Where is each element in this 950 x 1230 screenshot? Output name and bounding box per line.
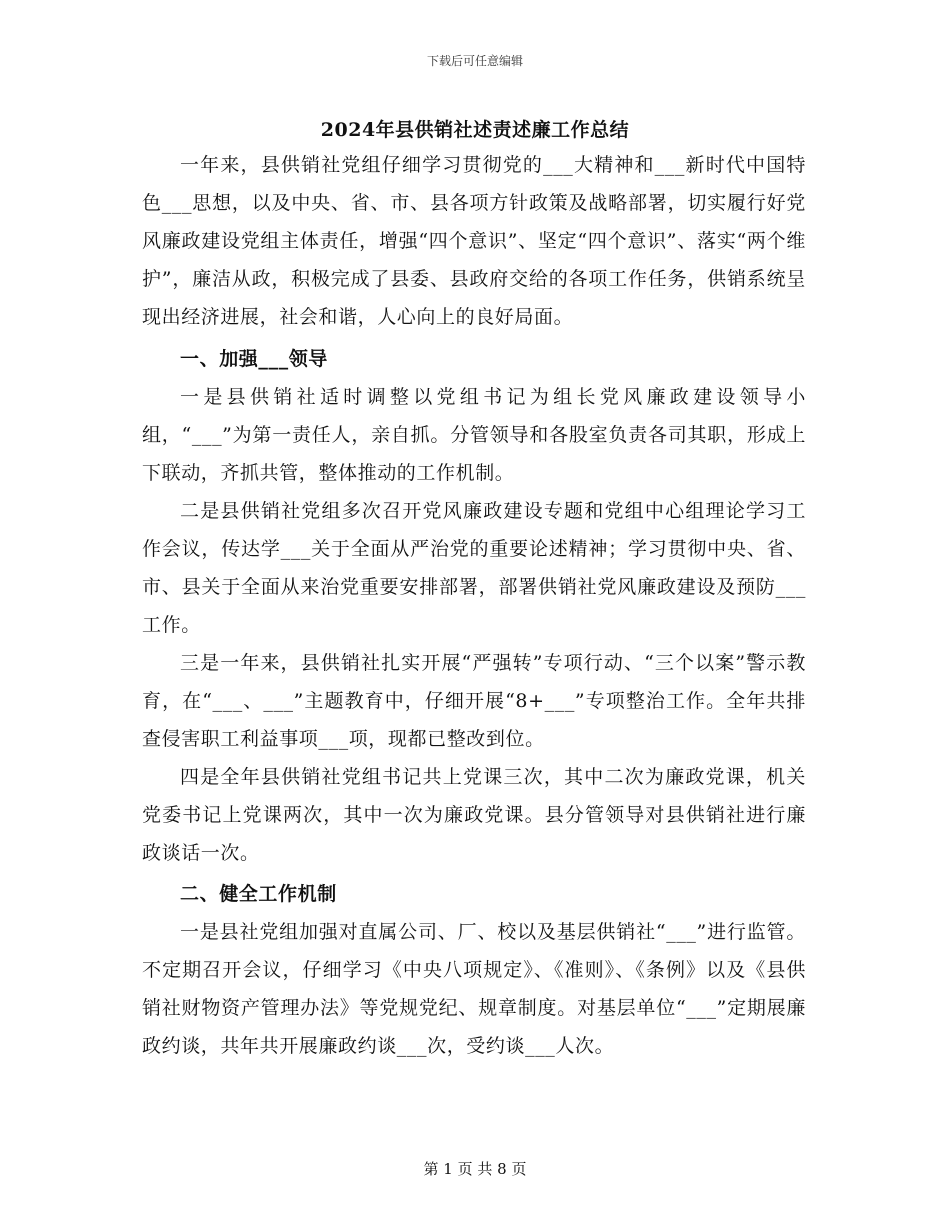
page-number: 第 1 页 共 8 页 (423, 1160, 527, 1178)
intro-paragraph: 一年来，县供销社党组仔细学习贯彻党的___大精神和___新时代中国特色___思想，以及中央、省、市、县各项方针政策及战略部署，切实履行好党风廉政建设党组主体责任，增强“四个意识”、坚定“四个意识”、落实“两个维护”，廉洁从政，积极完成了县委、县政府交给的各项工作任务，供销系统呈现出经济进展，社会和谐，人心向上的良好局面。 (142, 154, 806, 328)
document-title: 2024年县供销社述责述廉工作总结 (320, 119, 630, 141)
section-1-paragraph-2: 二是县供销社党组多次召开党风廉政建设专题和党组中心组理论学习工作会议，传达学___关于全面从严治党的重要论述精神；学习贯彻中央、省、市、县关于全面从来治党重要安排部署，部署供销社党风廉政建设及预防___工作。 (142, 500, 806, 636)
section-1-paragraph-4: 四是全年县供销社党组书记共上党课三次，其中二次为廉政党课，机关党委书记上党课两次，其中一次为廉政党课。县分管领导对县供销社进行廉政谈话一次。 (142, 766, 806, 864)
section-1-paragraph-1: 一是县供销社适时调整以党组书记为组长党风廉政建设领导小组，“___”为第一责任人，亲自抓。分管领导和各股室负责各司其职，形成上下联动，齐抓共管，整体推动的工作机制。 (142, 386, 806, 484)
section-heading-1: 一、加强___领导 (180, 348, 328, 370)
section-heading-2: 二、健全工作机制 (180, 883, 337, 905)
section-1-paragraph-3: 三是一年来，县供销社扎实开展“严强转”专项行动、“三个以案”警示教育，在“___、___”主题教育中，仔细开展“8+___”专项整治工作。全年共排查侵害职工利益事项___项，现都已整改到位。 (142, 652, 806, 750)
document-body (142, 146, 806, 1065)
page-header-note: 下载后可任意编辑 (426, 54, 523, 68)
section-2-paragraph-1: 一是县社党组加强对直属公司、厂、校以及基层供销社“___”进行监管。不定期召开会议，仔细学习《中央八项规定》、《准则》、《条例》以及《县供销社财物资产管理办法》等党规党纪、规章制度。对基层单位“___”定期展廉政约谈，共年共开展廉政约谈___次，受约谈___人次。 (142, 921, 806, 1057)
